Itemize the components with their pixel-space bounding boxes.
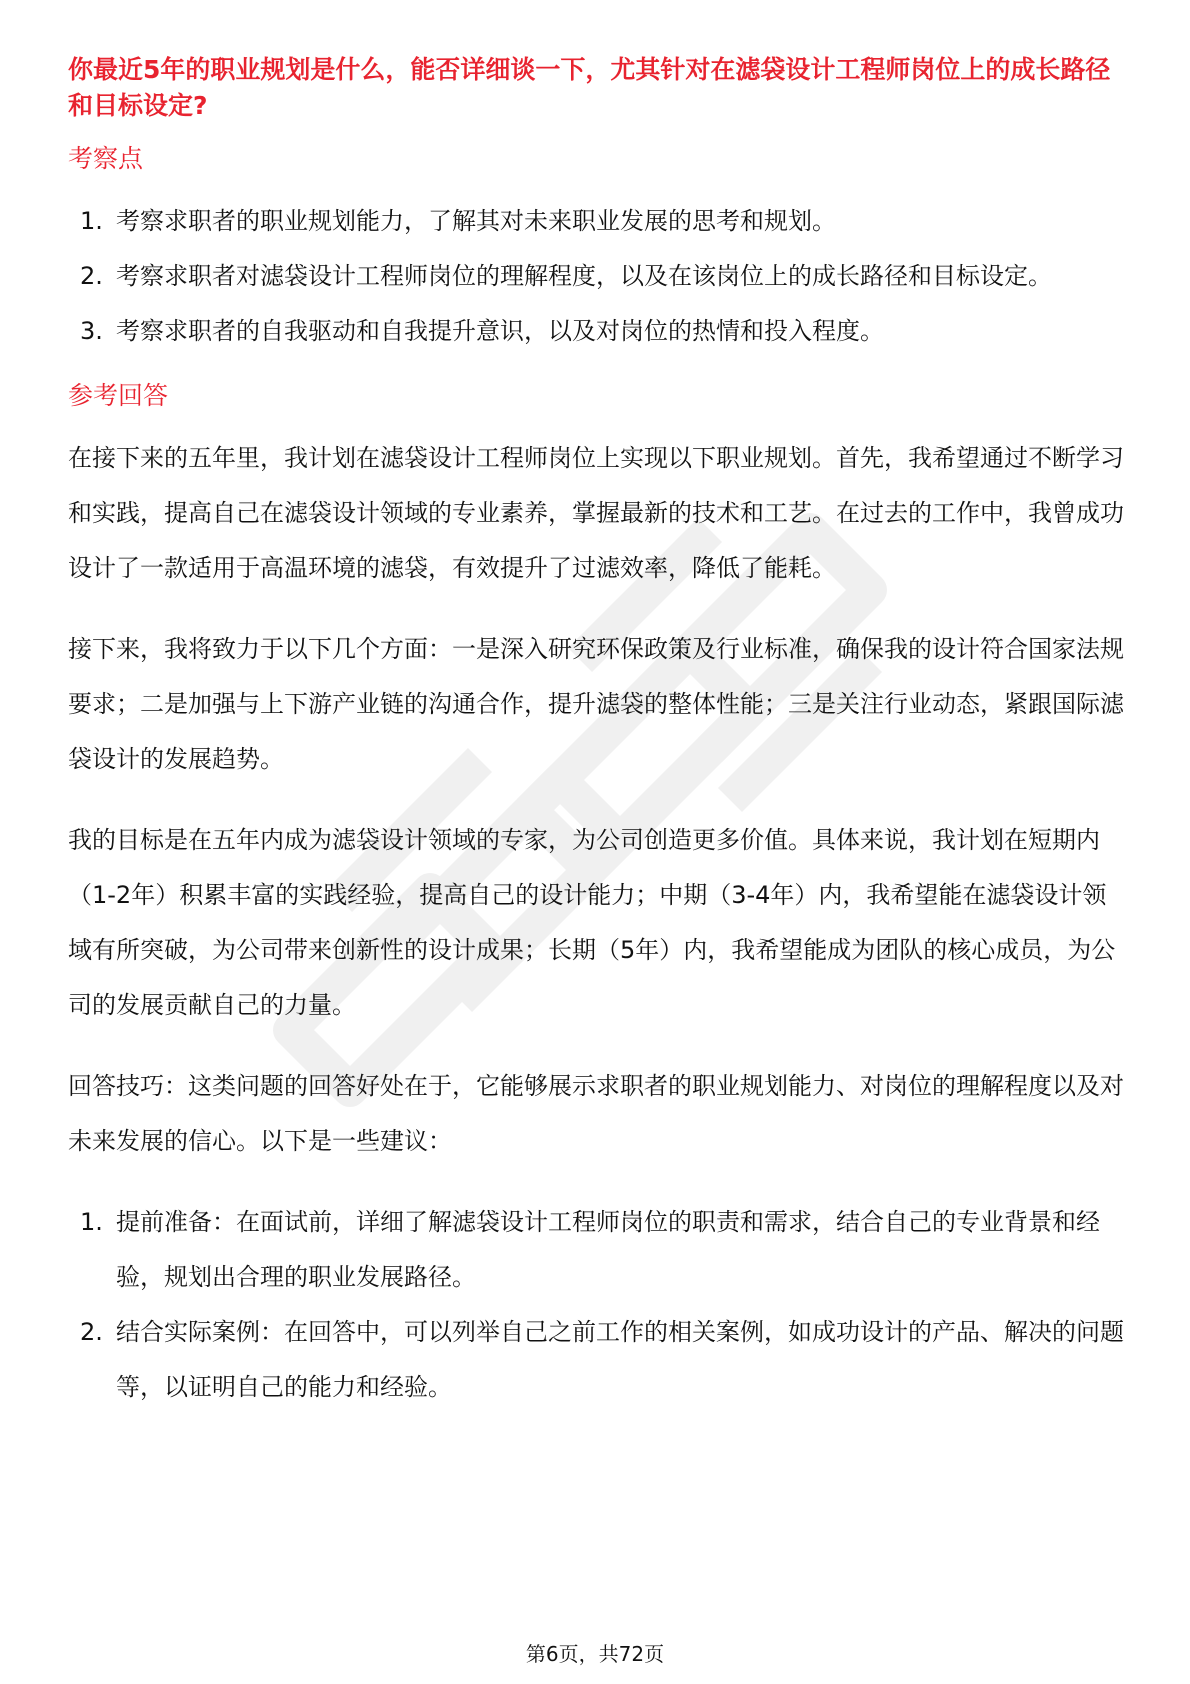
list-number: 2. (80, 262, 103, 290)
page-footer: 第6页，共72页 (525, 1642, 665, 1666)
list-item-text: 提前准备：在面试前，详细了解滤袋设计工程师岗位的职责和需求，结合自己的专业背景和经验，规划出合理的职业发展路径。 (116, 1208, 1100, 1291)
list-number: 1. (80, 207, 103, 235)
answer-paragraph: 接下来，我将致力于以下几个方面：一是深入研究环保政策及行业标准，确保我的设计符合国家法规要求；二是加强与上下游产业链的沟通合作，提升滤袋的整体性能；三是关注行业动态，紧跟国际滤袋设计的发展趋势。 (68, 635, 1124, 773)
page-content (68, 52, 1128, 1415)
list-number: 2. (80, 1318, 103, 1346)
tips-list (68, 1195, 1128, 1415)
list-number: 1. (80, 1208, 103, 1236)
checkpoints-title: 考察点 (68, 144, 144, 173)
answer-paragraph: 在接下来的五年里，我计划在滤袋设计工程师岗位上实现以下职业规划。首先，我希望通过不断学习和实践，提高自己在滤袋设计领域的专业素养，掌握最新的技术和工艺。在过去的工作中，我曾成功设计了一款适用于高温环境的滤袋，有效提升了过滤效率，降低了能耗。 (68, 444, 1124, 582)
list-item (68, 304, 1128, 359)
list-item-text: 考察求职者的职业规划能力，了解其对未来职业发展的思考和规划。 (116, 207, 836, 235)
answer-title: 参考回答 (68, 381, 169, 410)
list-item (68, 194, 1128, 249)
checkpoints-list (68, 194, 1128, 359)
list-item (68, 1305, 1128, 1415)
list-item (68, 249, 1128, 304)
list-item-text: 考察求职者对滤袋设计工程师岗位的理解程度，以及在该岗位上的成长路径和目标设定。 (116, 262, 1052, 290)
list-item-text: 考察求职者的自我驱动和自我提升意识，以及对岗位的热情和投入程度。 (116, 317, 884, 345)
list-item-text: 结合实际案例：在回答中，可以列举自己之前工作的相关案例，如成功设计的产品、解决的问题等，以证明自己的能力和经验。 (116, 1318, 1124, 1401)
list-number: 3. (80, 317, 103, 345)
question-heading: 你最近5年的职业规划是什么，能否详细谈一下，尤其针对在滤袋设计工程师岗位上的成长路径和目标设定? (68, 55, 1111, 120)
answer-paragraph: 我的目标是在五年内成为滤袋设计领域的专家，为公司创造更多价值。具体来说，我计划在短期内（1-2年）积累丰富的实践经验，提高自己的设计能力；中期（3-4年）内，我希望能在滤袋设计领域有所突破，为公司带来创新性的设计成果；长期（5年）内，我希望能成为团队的核心成员，为公司的发展贡献自己的力量。 (68, 826, 1116, 1019)
list-item (68, 1195, 1128, 1305)
answer-tips-intro: 回答技巧：这类问题的回答好处在于，它能够展示求职者的职业规划能力、对岗位的理解程度以及对未来发展的信心。以下是一些建议： (68, 1072, 1124, 1155)
